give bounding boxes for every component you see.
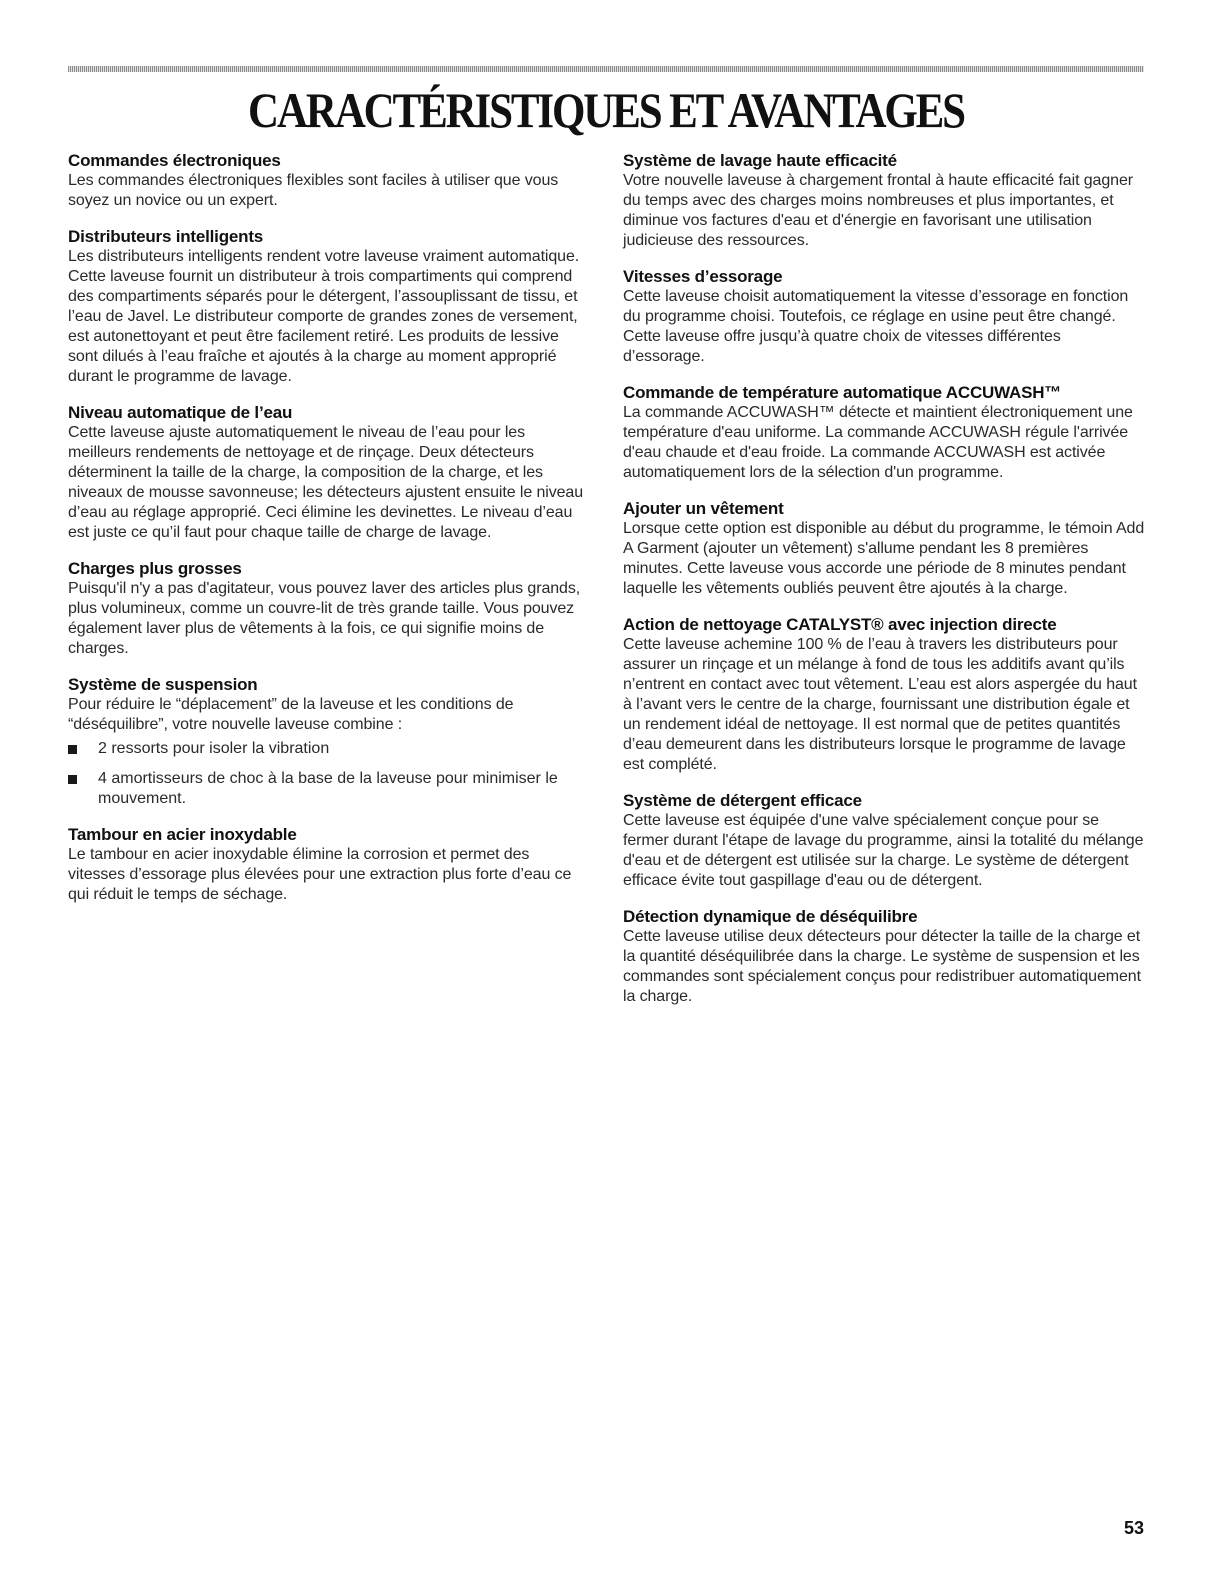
section-niveau-automatique	[68, 402, 588, 543]
section-ajouter-vetement	[623, 498, 1145, 599]
bullet-item	[68, 739, 588, 759]
left-column	[68, 150, 588, 920]
section-heading: Charges plus grosses	[68, 559, 242, 578]
section-heading: Ajouter un vêtement	[623, 499, 784, 518]
bullet-text: 2 ressorts pour isoler la vibration	[98, 740, 330, 757]
section-text: Pour réduire le “déplacement” de la laveuse et les conditions de “déséquilibre”, votre nouvelle laveuse combine :	[68, 696, 514, 733]
section-text: Lorsque cette option est disponible au début du programme, le témoin Add A Garment (ajouter un vêtement) s'allume pendant les 8 premières minutes. Cette laveuse vous accorde une période de 8 minutes pendant laquelle les vêtements oubliés peuvent être ajoutés à la charge.	[623, 520, 1145, 597]
section-heading: Action de nettoyage CATALYST® avec injection directe	[623, 615, 1057, 634]
header-rule	[68, 66, 1144, 72]
section-heading: Tambour en acier inoxydable	[68, 825, 297, 844]
section-heading: Système de suspension	[68, 675, 258, 694]
square-bullet-icon	[68, 775, 77, 784]
section-text: Cette laveuse ajuste automatiquement le niveau de l’eau pour les meilleurs rendements de nettoyage et de rinçage. Deux détecteurs déterminent la taille de la charge, la composition de la charge, et les niveaux de mousse savonneuse; les détecteurs ajustent ensuite le niveau d’eau au réglage approprié. Ceci élimine les devinettes. Le niveau d’eau est juste ce qu’il faut pour chaque taille de charge de lavage.	[68, 424, 584, 541]
section-heading: Vitesses d’essorage	[623, 267, 783, 286]
square-bullet-icon	[68, 745, 77, 754]
section-heading: Commandes électroniques	[68, 151, 281, 170]
page-number: 53	[1123, 1518, 1144, 1538]
section-detergent-efficace	[623, 790, 1145, 891]
section-charges-plus-grosses	[68, 558, 588, 659]
page-title: CARACTÉRISTIQUES ET AVANTAGES	[248, 82, 964, 138]
section-text: Le tambour en acier inoxydable élimine la corrosion et permet des vitesses d’essorage plus élevées pour une extraction plus forte d’eau ce qui réduit le temps de séchage.	[68, 846, 572, 903]
section-distributeurs-intelligents	[68, 226, 588, 387]
section-systeme-de-suspension	[68, 674, 588, 809]
section-lavage-haute-efficacite	[623, 150, 1145, 251]
bullet-text: 4 amortisseurs de choc à la base de la laveuse pour minimiser le mouvement.	[98, 770, 558, 807]
section-tambour-acier	[68, 824, 588, 905]
section-text: Cette laveuse utilise deux détecteurs pour détecter la taille de la charge et la quantité déséquilibrée dans la charge. Le système de suspension et les commandes sont spécialement conçus pour redistribuer automatiquement la charge.	[623, 928, 1141, 1005]
section-commandes-electroniques	[68, 150, 588, 211]
section-accuwash	[623, 382, 1145, 483]
section-heading: Détection dynamique de déséquilibre	[623, 907, 918, 926]
section-vitesses-essorage	[623, 266, 1145, 367]
section-text: Cette laveuse achemine 100 % de l’eau à travers les distributeurs pour assurer un rinçage et un mélange à fond de tous les additifs avant qu’ils n’entrent en contact avec tout vêtement. L’eau est alors aspergée du haut à l’avant vers le centre de la charge, fournissant une distribution égale et un rendement idéal de nettoyage. Il est normal que de petites quantités d’eau demeurent dans les distributeurs lorsque le programme de lavage est complété.	[623, 636, 1137, 773]
section-text: Les commandes électroniques flexibles sont faciles à utiliser que vous soyez un novice ou un expert.	[68, 172, 559, 209]
section-text: La commande ACCUWASH™ détecte et maintient électroniquement une température d'eau uniforme. La commande ACCUWASH régule l'arrivée d'eau chaude et d'eau froide. La commande ACCUWASH est activée automatiquement lors de la sélection d'un programme.	[623, 404, 1133, 481]
section-heading: Niveau automatique de l’eau	[68, 403, 293, 422]
section-heading: Système de lavage haute efficacité	[623, 151, 897, 170]
bullet-list	[68, 739, 588, 809]
section-heading: Commande de température automatique ACCUWASH™	[623, 383, 1062, 402]
section-text: Cette laveuse choisit automatiquement la vitesse d’essorage en fonction du programme choisi. Toutefois, ce réglage en usine peut être changé. Cette laveuse offre jusqu’à quatre choix de vitesses différentes d’essorage.	[623, 288, 1129, 365]
bullet-item	[68, 769, 588, 809]
right-column	[623, 150, 1145, 1022]
section-heading: Système de détergent efficace	[623, 791, 862, 810]
section-text: Puisqu'il n'y a pas d'agitateur, vous pouvez laver des articles plus grands, plus volumineux, comme un couvre-lit de très grande taille. Vous pouvez également laver plus de vêtements à la fois, ce qui signifie moins de charges.	[68, 580, 581, 657]
section-heading: Distributeurs intelligents	[68, 227, 264, 246]
section-text: Cette laveuse est équipée d'une valve spécialement conçue pour se fermer durant l'étape de lavage du programme, ainsi la totalité du mélange d'eau et de détergent est utilisée sur la charge. Le système de détergent efficace évite tout gaspillage d'eau ou de détergent.	[623, 812, 1144, 889]
section-text: Les distributeurs intelligents rendent votre laveuse vraiment automatique. Cette laveuse fournit un distributeur à trois compartiments qui comprend des compartiments séparés pour le détergent, l’assouplissant de tissu, et l’eau de Javel. Le distributeur comporte de grandes zones de versement, est autonettoyant et peut être facilement retiré. Les produits de lessive sont dilués à l’eau fraîche et ajoutés à la charge au moment approprié durant le programme de lavage.	[68, 248, 580, 385]
section-detection-desequilibre	[623, 906, 1145, 1007]
section-catalyst	[623, 614, 1145, 775]
section-text: Votre nouvelle laveuse à chargement frontal à haute efficacité fait gagner du temps avec des charges moins nombreuses et plus importantes, et diminue vos factures d'eau et d'énergie en favorisant une utilisation judicieuse des ressources.	[623, 172, 1133, 249]
